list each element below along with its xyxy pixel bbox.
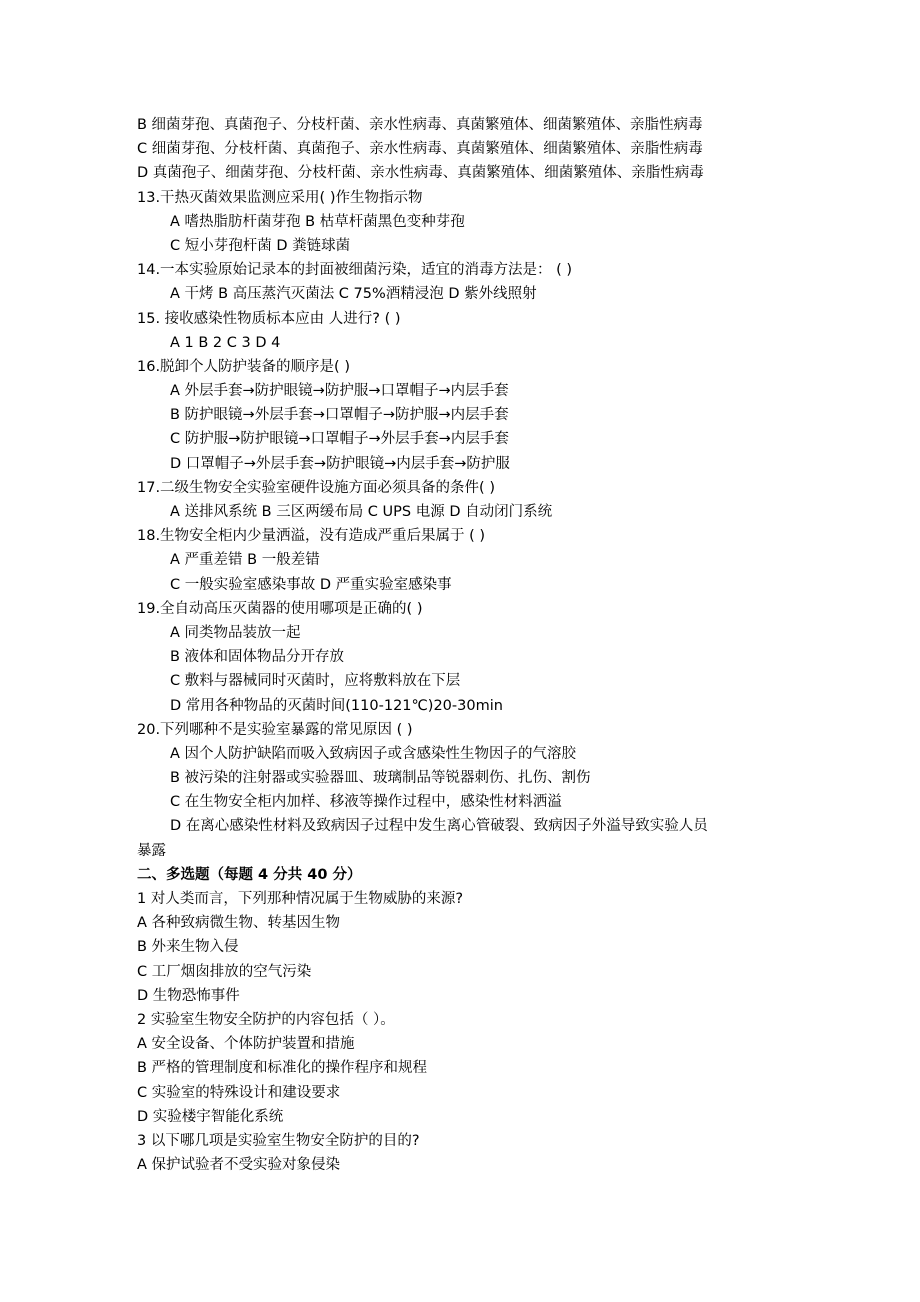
text-line: A 送排风系统 B 三区两缓布局 C UPS 电源 D 自动闭门系统 (170, 504, 553, 520)
text-line: C 敷料与器械同时灭菌时，应将敷料放在下层 (170, 673, 461, 690)
section-heading: 二、多选题（每题 4 分共 40 分） (137, 866, 362, 883)
text-line: A 1 B 2 C 3 D 4 (170, 334, 281, 351)
text-line: 16.脱卸个人防护装备的顺序是( ) (137, 358, 350, 375)
text-line: 15. 接收感染性物质标本应由 人进行? ( ) (137, 310, 401, 327)
text-line: A 严重差错 B 一般差错 (170, 552, 320, 569)
text-line: D 实验楼宇智能化系统 (137, 1108, 284, 1125)
text-line: B 严格的管理制度和标准化的操作程序和规程 (137, 1060, 428, 1077)
text-line: D 生物恐怖事件 (137, 987, 240, 1004)
text-line: 17.二级生物安全实验室硬件设施方面必须具备的条件( ) (137, 479, 495, 496)
text-line: A 各种致病微生物、转基因生物 (137, 915, 341, 932)
text-line: D 在离心感染性材料及致病因子过程中发生离心管破裂、致病因子外溢导致实验人员 (170, 818, 708, 835)
text-line: D 常用各种物品的灭菌时间(110-121℃)20-30min (170, 697, 503, 714)
text-line: C 细菌芽孢、分枝杆菌、真菌孢子、亲水性病毒、真菌繁殖体、细菌繁殖体、亲脂性病毒 (137, 141, 703, 158)
text-line: D 口罩帽子→外层手套→防护眼镜→内层手套→防护服 (170, 455, 510, 472)
document-body (137, 113, 800, 1177)
text-line: 18.生物安全柜内少量洒溢，没有造成严重后果属于 ( ) (137, 528, 486, 545)
text-line: B 被污染的注射器或实验器皿、玻璃制品等锐器刺伤、扎伤、割伤 (170, 770, 591, 787)
text-line: C 一般实验室感染事故 D 严重实验室感染事 (170, 576, 452, 593)
text-line: A 因个人防护缺陷而吸入致病因子或含感染性生物因子的气溶胶 (170, 745, 577, 762)
text-line: 14.一本实验原始记录本的封面被细菌污染，适宜的消毒方法是： ( ) (137, 262, 573, 279)
text-line: B 防护眼镜→外层手套→口罩帽子→防护服→内层手套 (170, 407, 509, 424)
text-line: C 短小芽孢杆菌 D 粪链球菌 (170, 237, 351, 254)
text-line: B 外来生物入侵 (137, 939, 239, 956)
text-line: C 工厂烟囱排放的空气污染 (137, 963, 312, 980)
text-line: 1 对人类而言，下列那种情况属于生物威胁的来源? (137, 891, 464, 907)
text-line: 暴露 (137, 842, 166, 859)
text-line: C 防护服→防护眼镜→口罩帽子→外层手套→内层手套 (170, 431, 509, 448)
text-line: D 真菌孢子、细菌芽孢、分枝杆菌、亲水性病毒、真菌繁殖体、细菌繁殖体、亲脂性病毒 (137, 165, 704, 182)
text-line: 3 以下哪几项是实验室生物安全防护的目的? (137, 1132, 420, 1149)
text-line: B 细菌芽孢、真菌孢子、分枝杆菌、亲水性病毒、真菌繁殖体、细菌繁殖体、亲脂性病毒 (137, 117, 703, 133)
text-line: A 同类物品装放一起 (170, 624, 301, 641)
text-line: A 安全设备、个体防护装置和措施 (137, 1036, 355, 1053)
text-line: A 嗜热脂肪杆菌芽孢 B 枯草杆菌黑色变种芽孢 (170, 213, 465, 230)
text-line: A 外层手套→防护眼镜→防护服→口罩帽子→内层手套 (170, 383, 509, 400)
text-line: 20.下列哪种不是实验室暴露的常见原因 ( ) (137, 721, 413, 738)
text-line: 2 实验室生物安全防护的内容包括（ ）。 (137, 1011, 395, 1028)
text-line: B 液体和固体物品分开存放 (170, 649, 345, 666)
text-line: A 干烤 B 高压蒸汽灭菌法 C 75%酒精浸泡 D 紫外线照射 (170, 286, 537, 303)
text-line: A 保护试验者不受实验对象侵染 (137, 1157, 341, 1174)
text-line: 13.干热灭菌效果监测应采用( )作生物指示物 (137, 189, 423, 206)
text-line: C 实验室的特殊设计和建设要求 (137, 1084, 341, 1101)
text-line: 19.全自动高压灭菌器的使用哪项是正确的( ) (137, 600, 423, 617)
text-line: C 在生物安全柜内加样、移液等操作过程中，感染性材料洒溢 (170, 794, 562, 811)
